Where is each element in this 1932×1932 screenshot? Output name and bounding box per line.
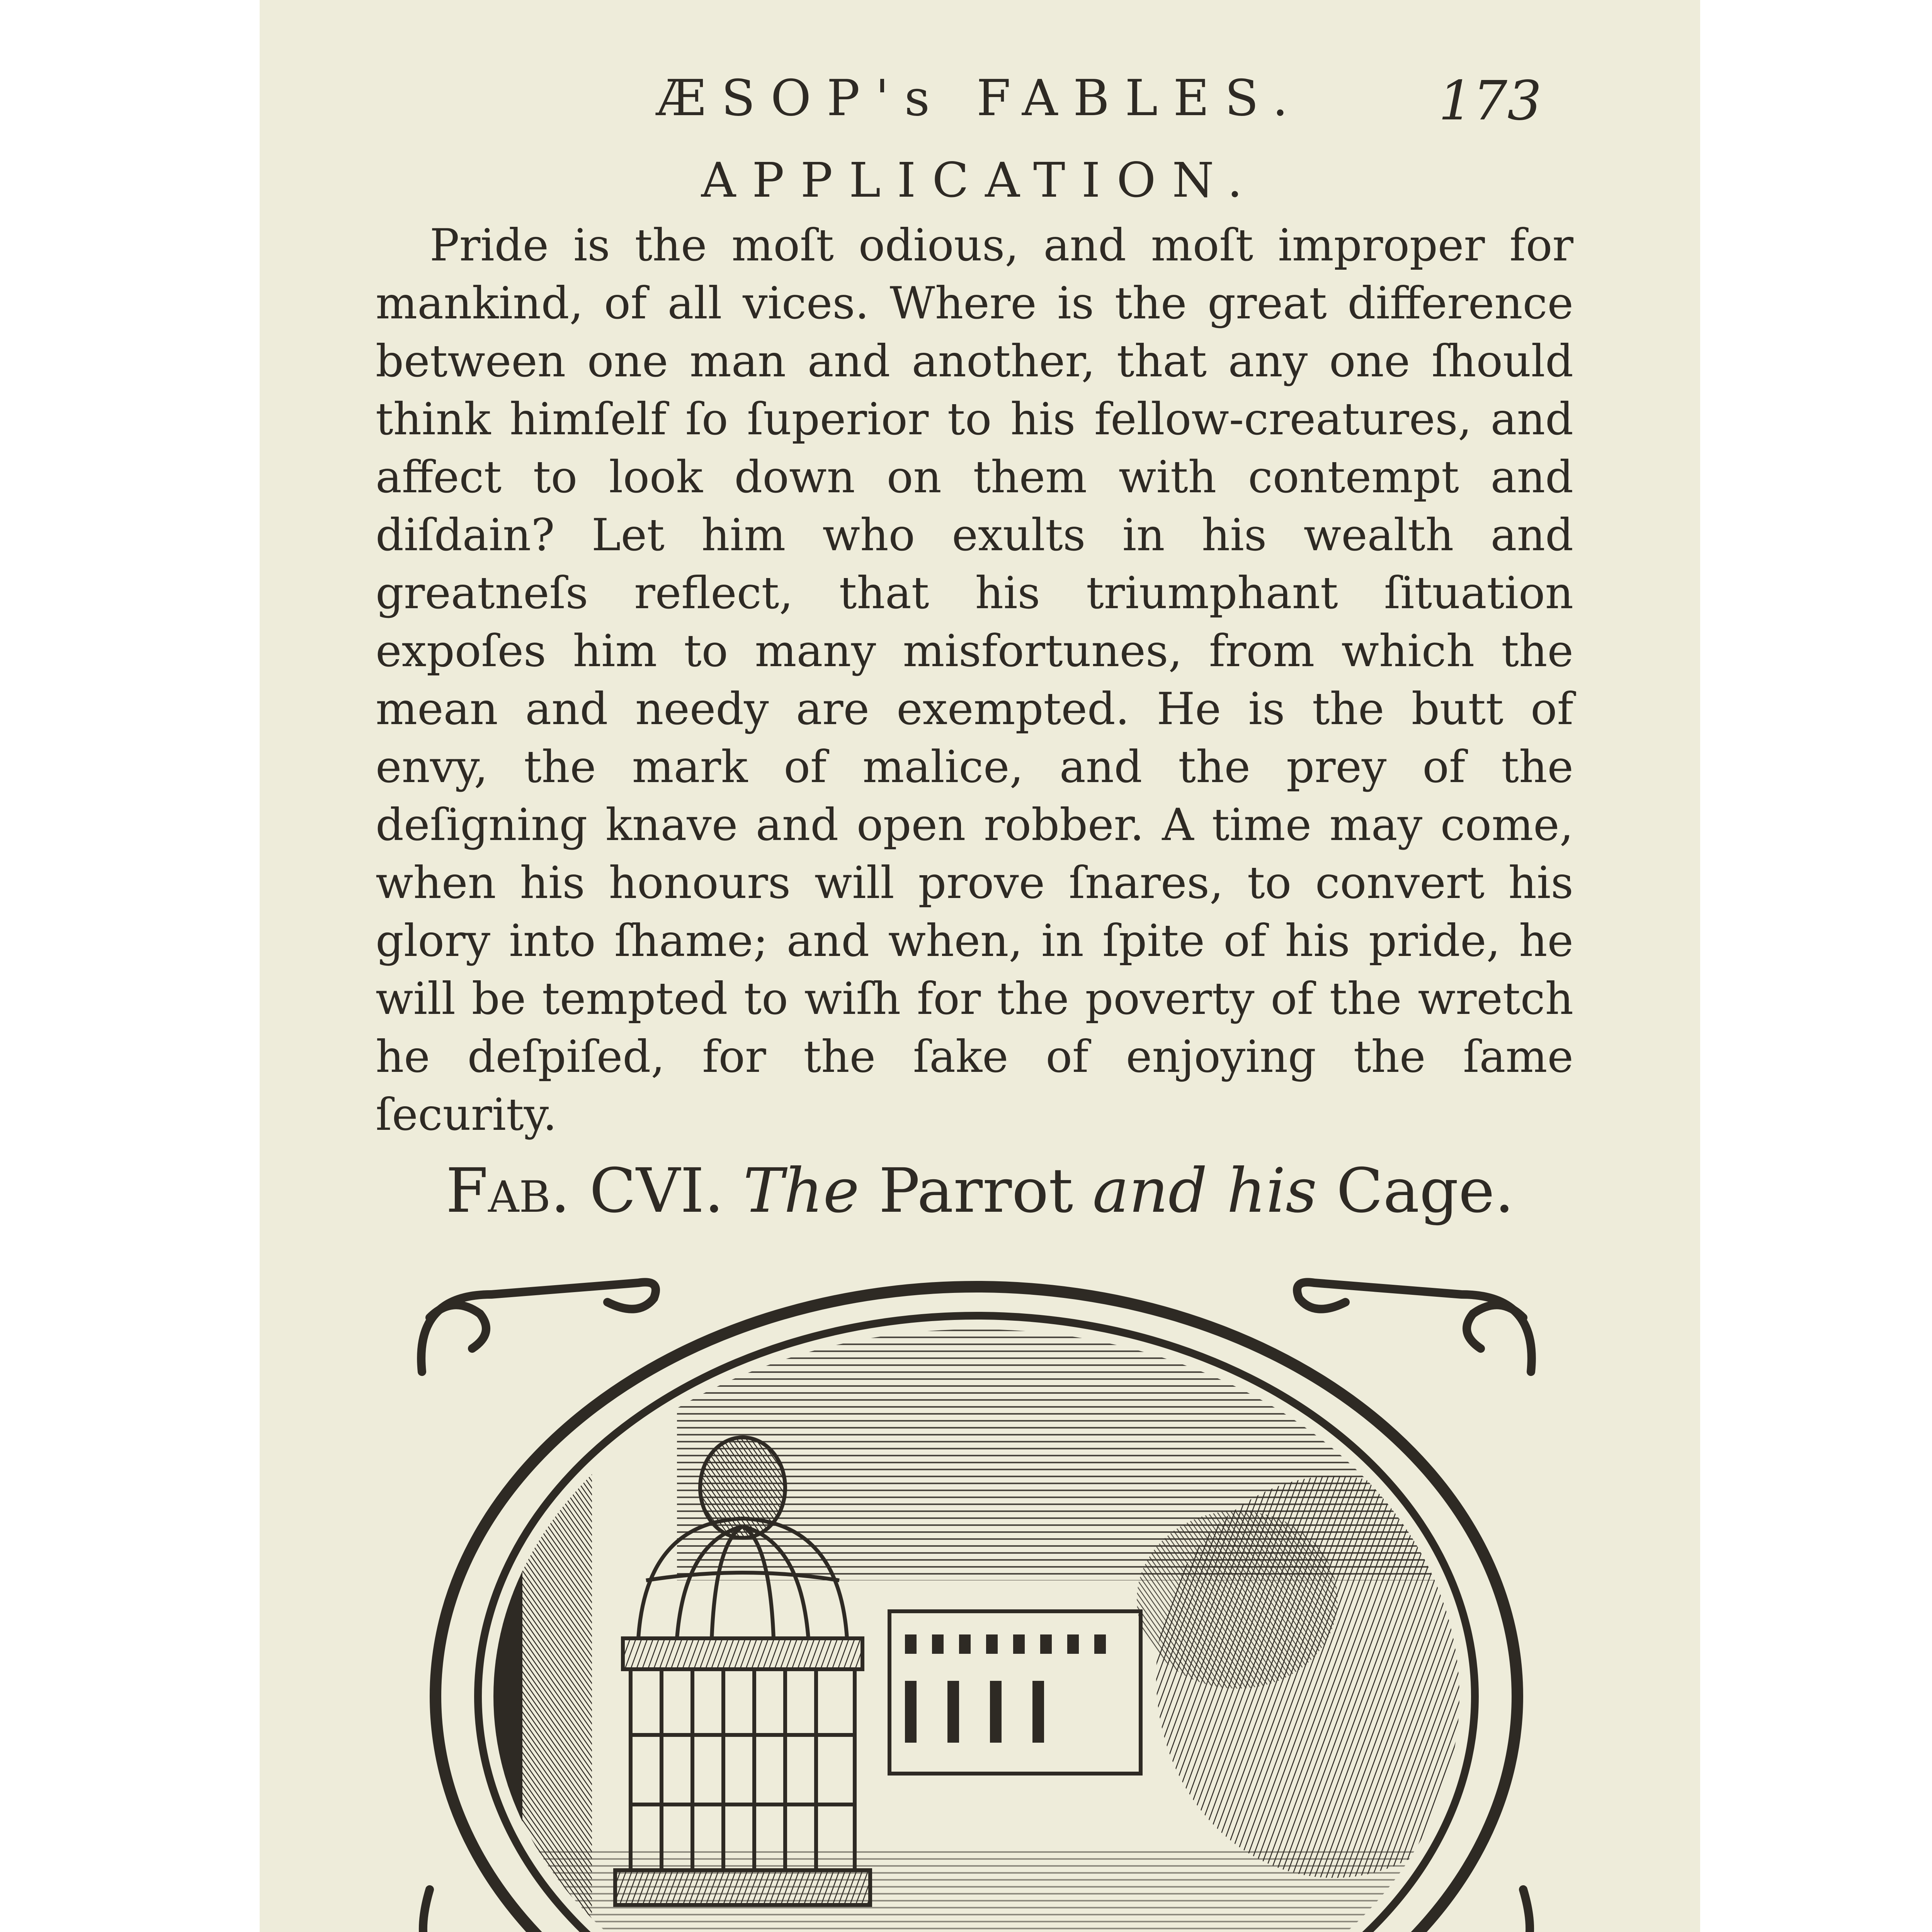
- application-paragraph: Pride is the moſt odious, and moſt improper for mankind, of all vices. Where is the great difference between one man and another, that any one ſhould think himſelf ſo ſuperior to his fellow-creatures, and affect to look down on them with contempt and diſdain? Let him who exults in his wealth and greatneſs reflect, that his triumphant ſituation expoſes him to many misfortunes, from which the mean and needy are exempted. He is the butt of envy, the mark of malice, and the prey of the deſigning knave and open robber. A time may come, when his honours will prove ſnares, to convert his glory into ſhame; and when, in ſpite of his pride, he will be tempted to wiſh for the poverty of the wretch he deſpiſed, for the ſake of enjoying the ſame ſecurity.: [376, 219, 1573, 1140]
- fable-title-and: and: [1092, 1155, 1208, 1226]
- woodcut-parrot-cage-icon: [406, 1271, 1546, 1932]
- fable-title-his: his: [1226, 1155, 1317, 1226]
- application-text: [376, 216, 1573, 1144]
- page-number: 173: [1438, 70, 1542, 133]
- fable-number: Fab. CVI.: [446, 1155, 724, 1226]
- fable-title-the: The: [743, 1155, 859, 1226]
- running-head: ÆSOP's FABLES.: [656, 70, 1304, 127]
- fable-title: [260, 1155, 1700, 1226]
- fable-title-parrot: Parrot: [879, 1155, 1073, 1226]
- page-header: [260, 62, 1700, 139]
- fable-title-cage: Cage.: [1336, 1155, 1514, 1226]
- application-heading: APPLICATION.: [701, 153, 1259, 208]
- book-page: [260, 0, 1700, 1932]
